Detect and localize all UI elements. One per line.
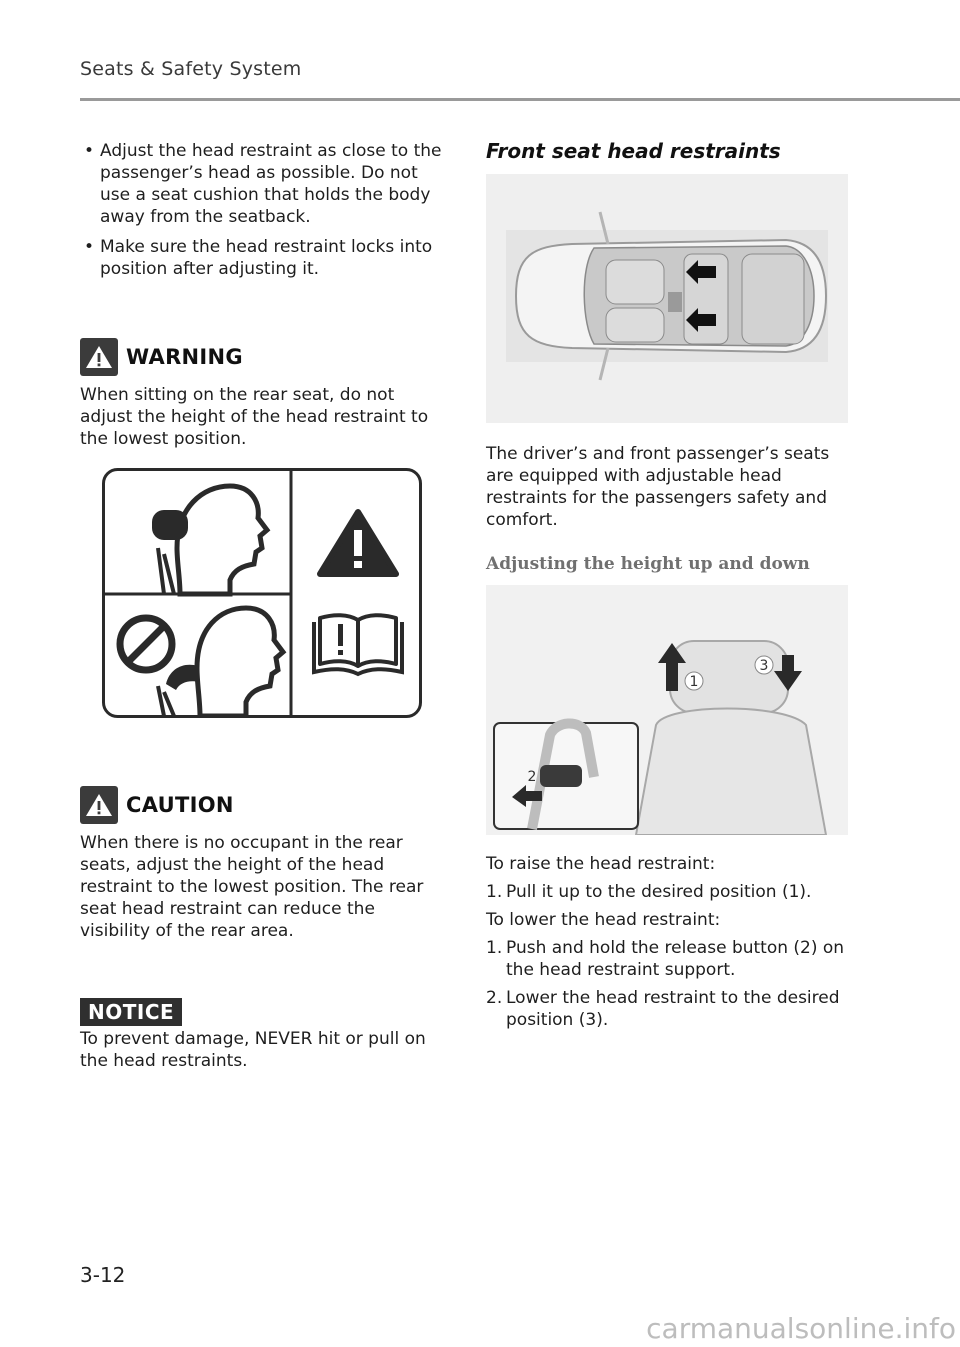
caution-icon — [80, 786, 118, 824]
warning-icon — [80, 338, 118, 376]
intro-paragraph: The driver’s and front passenger’s seats are equipped with adjustable head restraints for the passengers safety and comfort. — [486, 444, 830, 530]
warning-pictogram — [102, 468, 442, 724]
watermark: carmanualsonline.info — [646, 1312, 956, 1345]
caution-block — [80, 786, 442, 942]
warning-text: When sitting on the rear seat, do not adjust the height of the head restraint to the lowest position. — [80, 385, 429, 449]
caution-title: CAUTION — [126, 793, 234, 817]
callout-1-label: 1 — [689, 674, 699, 690]
callout-3-label: 3 — [759, 658, 769, 674]
warning-title: WARNING — [126, 345, 243, 369]
raise-heading: To raise the head restraint: — [486, 854, 716, 874]
list-item: 2. Lower the head restraint to the desired position (3). — [486, 988, 840, 1030]
subsection-title: Adjusting the height up and down — [486, 554, 810, 574]
list-item: • Make sure the head restraint locks into position after adjusting it. — [80, 236, 442, 280]
headrest-adjust-figure — [486, 585, 848, 835]
list-item: • Adjust the head restraint as close to the passenger’s head as possible. Do not use a seat cushion that holds the body away from the seatback. — [80, 140, 442, 228]
left-column — [80, 140, 442, 1072]
notice-block — [80, 998, 442, 1072]
page-header-title: Seats & Safety System — [80, 58, 302, 80]
callout-2-label: 2 — [527, 769, 537, 785]
lower-heading: To lower the head restraint: — [486, 910, 721, 930]
notice-text: To prevent damage, NEVER hit or pull on the head restraints. — [80, 1029, 426, 1071]
lower-steps — [486, 937, 848, 1031]
list-item: 1. Pull it up to the desired position (1). — [486, 882, 812, 902]
section-title: Front seat head restraints — [486, 139, 781, 163]
caution-text: When there is no occupant in the rear seats, adjust the height of the head restraint to the lowest position. The rear seat head restraint can reduce the visibility of the rear area. — [80, 833, 424, 941]
right-column — [486, 140, 848, 1037]
bullet-list — [80, 140, 442, 280]
notice-badge: NOTICE — [80, 998, 182, 1026]
page-number: 3-12 — [80, 1263, 126, 1287]
header-rule — [80, 98, 960, 101]
raise-steps — [486, 881, 848, 903]
warning-block — [80, 338, 442, 450]
car-top-view-figure — [486, 174, 848, 423]
list-item: 1. Push and hold the release button (2) on the head restraint support. — [486, 938, 845, 980]
